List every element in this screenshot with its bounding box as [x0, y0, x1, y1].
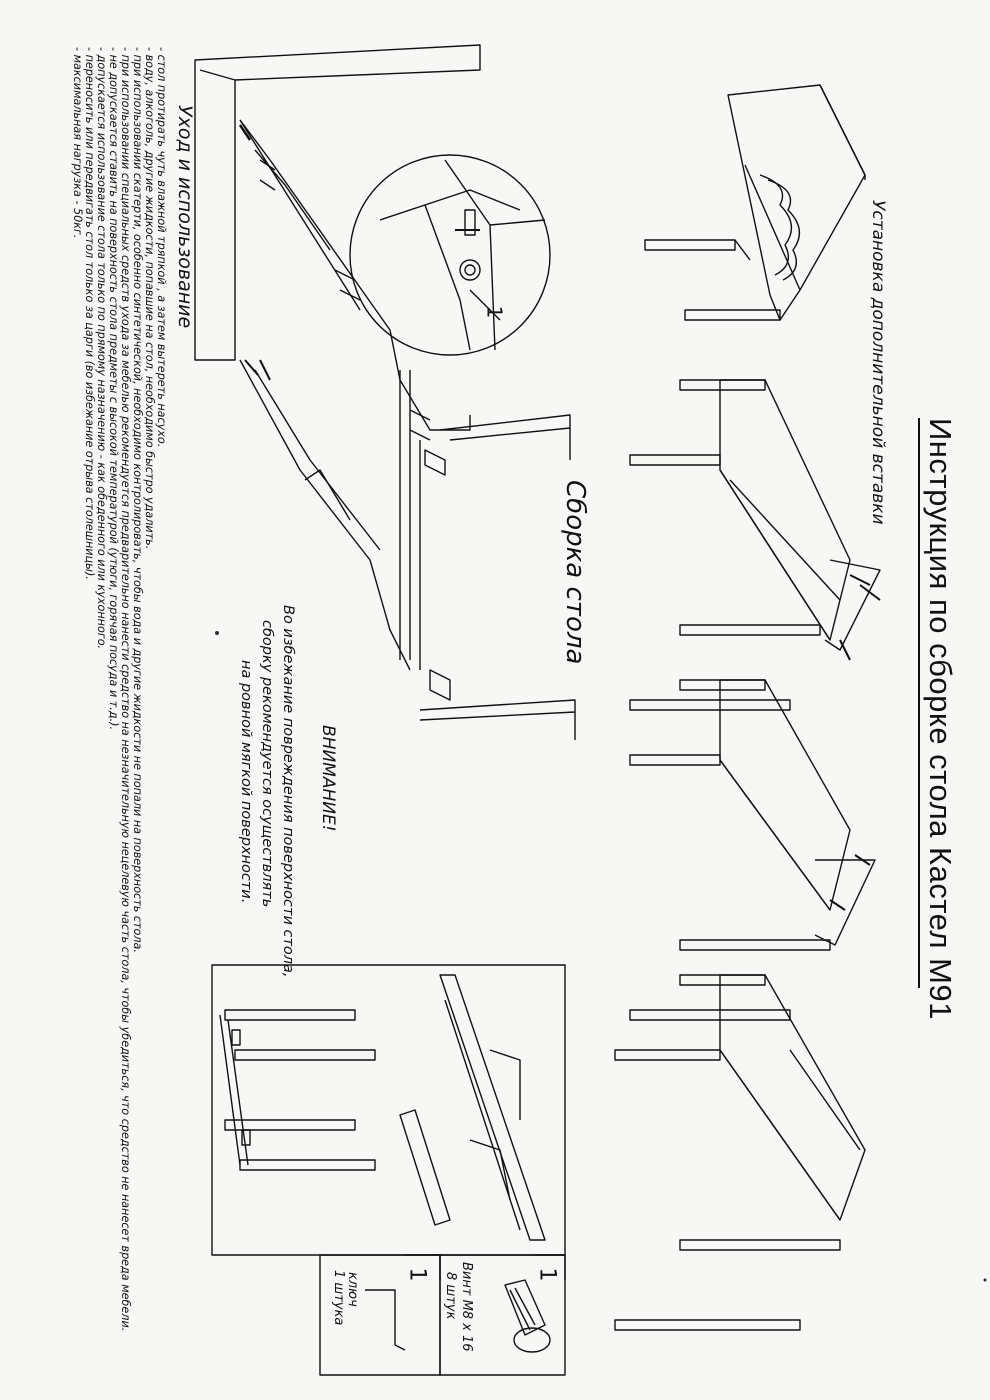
care-line: - переносить или передвигать стол только за царги (во избежание отрыва столешницы). — [83, 47, 96, 580]
frame-assembly-drawing — [195, 45, 575, 740]
exploded-view-drawing — [212, 965, 565, 1255]
scan-noise — [215, 631, 987, 1282]
care-line: - при использовании скатерти, особенно синтетической, необходимо контролировать, чтобы вода и другие жидкости не попали на поверхность стола. — [131, 47, 144, 953]
key-label: ключ — [345, 1272, 360, 1307]
table-step-3-drawing — [630, 680, 875, 1020]
key-quantity: 1 штука — [331, 1270, 346, 1326]
detail-callout-number: 1 — [482, 305, 507, 319]
assembly-heading: Сборка стола — [560, 480, 590, 665]
warning-line: на ровной мягкой поверхности. — [238, 660, 254, 904]
care-line: - стол протирать чуть влажной тряпкой , а затем вытереть насухо. — [155, 47, 168, 448]
warning-title: ВНИМАНИЕ! — [318, 725, 338, 832]
care-line: - при использовании специальных средств ухода за мебелью рекомендуется предварительно нанести средство на незначительную нецелевую часть стола, чтобы убедиться, что средство не нанесет вреда мебели. — [119, 47, 132, 1332]
table-step-2-drawing — [630, 380, 880, 710]
warning-line: сборку рекомендуется осуществлять — [259, 620, 275, 908]
screw-part-number: 1 — [534, 1267, 560, 1282]
extension-insert-drawing — [645, 85, 865, 320]
extension-section-title: Установка дополнительной вставки — [868, 200, 888, 525]
document-title: Инструкция по сборке стола Кастел М91 — [923, 418, 958, 1020]
key-part-number: 1 — [404, 1267, 430, 1282]
care-line: - допускается использование стола только по прямому назначению - как обеденного или кухонного. — [95, 47, 108, 650]
warning-line: Во избежание повреждения поверхности стола, — [280, 605, 296, 978]
care-line: - не допускается ставить на поверхность стола предметы с высокой температурой (утюги, горячая посуда и т.д.). — [107, 47, 120, 731]
care-heading: Уход и использование — [174, 105, 196, 329]
fastener-detail-drawing — [350, 155, 550, 355]
screw-quantity: 8 штук — [443, 1272, 458, 1320]
screw-label: Винт М8 х 16 — [459, 1262, 474, 1352]
care-line: - воду, алкоголь, другие жидкости, попавшие на стол, необходимо быстро удалить. — [143, 47, 156, 550]
care-line: - максимальная нагрузка - 50кг. — [71, 47, 84, 239]
table-final-drawing — [615, 975, 865, 1330]
